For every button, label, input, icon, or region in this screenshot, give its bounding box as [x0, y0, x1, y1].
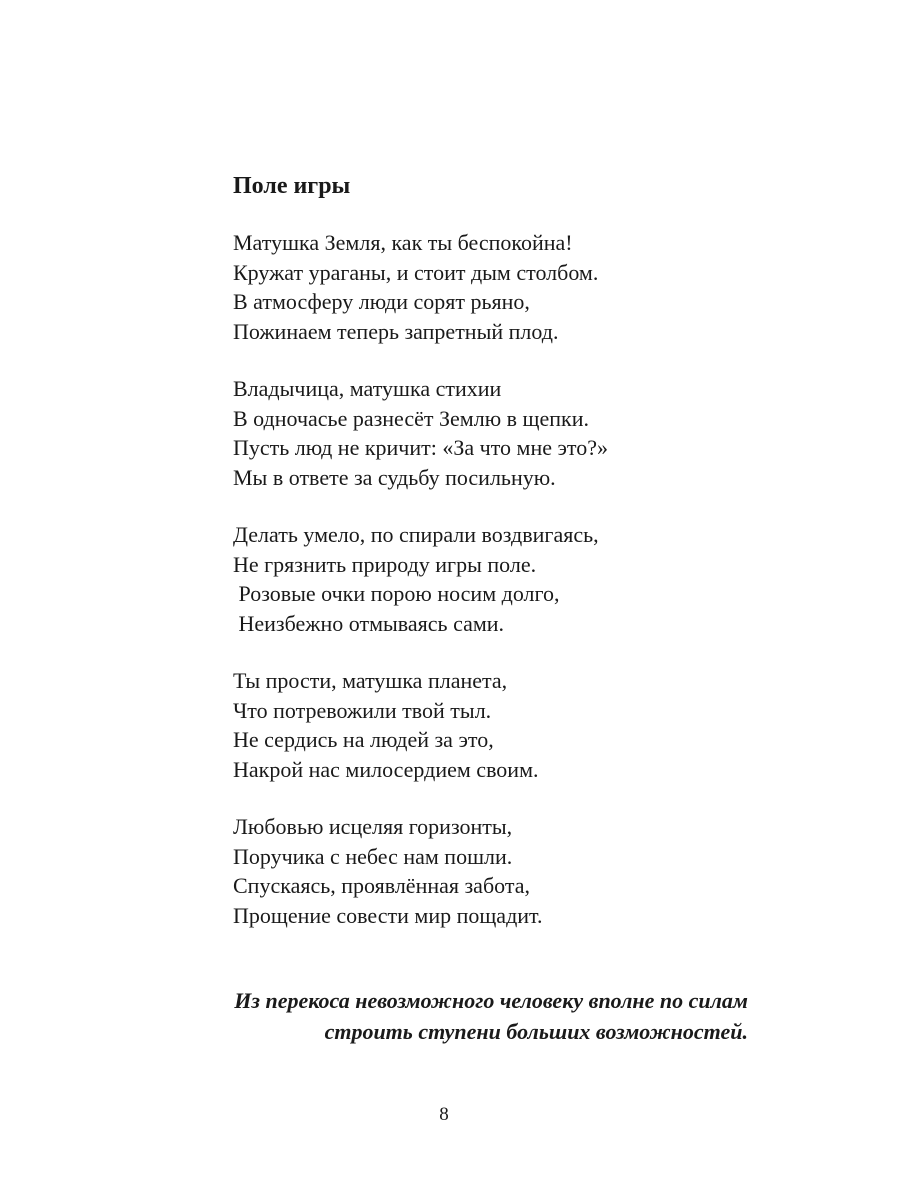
poem-line: Прощение совести мир пощадит.	[233, 902, 543, 928]
poem-body	[233, 228, 793, 958]
page-number: 8	[439, 1104, 449, 1125]
poem-line: Мы в ответе за судьбу посильную.	[233, 464, 556, 490]
poem-line: Не сердись на людей за это,	[233, 727, 494, 752]
poem-line: Кружат ураганы, и стоит дым столбом.	[233, 259, 599, 285]
poem-line: Неизбежно отмываясь сами.	[233, 610, 505, 636]
epigraph-line: строить ступени больших возможностей.	[324, 1019, 748, 1044]
stanza	[233, 228, 793, 346]
poem-line: В атмосферу люди сорят рьяно,	[233, 289, 530, 314]
poem-line: Что потревожили твой тыл.	[233, 697, 492, 723]
poem-line: Ты прости, матушка планета,	[233, 668, 508, 693]
stanza	[233, 520, 793, 638]
stanza	[233, 812, 793, 930]
poem-line: В одночасье разнесёт Землю в щепки.	[233, 405, 589, 431]
poem-line: Спускаясь, проявлённая забота,	[233, 873, 530, 898]
poem-line: Пусть люд не кричит: «За что мне это?»	[233, 435, 609, 460]
poem-line: Владычица, матушка стихии	[233, 376, 502, 401]
stanza	[233, 666, 793, 784]
poem-line: Пожинаем теперь запретный плод.	[233, 318, 559, 344]
poem-line: Делать умело, по спирали воздвигаясь,	[233, 522, 599, 547]
poem-line: Накрой нас милосердием своим.	[233, 756, 539, 782]
poem-line: Розовые очки порою носим долго,	[233, 581, 560, 606]
poem-line: Не грязнить природу игры поле.	[233, 551, 537, 577]
epigraph-line: Из перекоса невозможного человеку вполне по силам	[234, 988, 748, 1013]
poem-title: Поле игры	[233, 173, 351, 199]
stanza	[233, 374, 793, 492]
epigraph	[234, 985, 748, 1047]
poem-line: Поручика с небес нам пошли.	[233, 843, 513, 869]
poem-line: Матушка Земля, как ты беспокойна!	[233, 230, 573, 255]
poem-line: Любовью исцеляя горизонты,	[233, 814, 513, 839]
